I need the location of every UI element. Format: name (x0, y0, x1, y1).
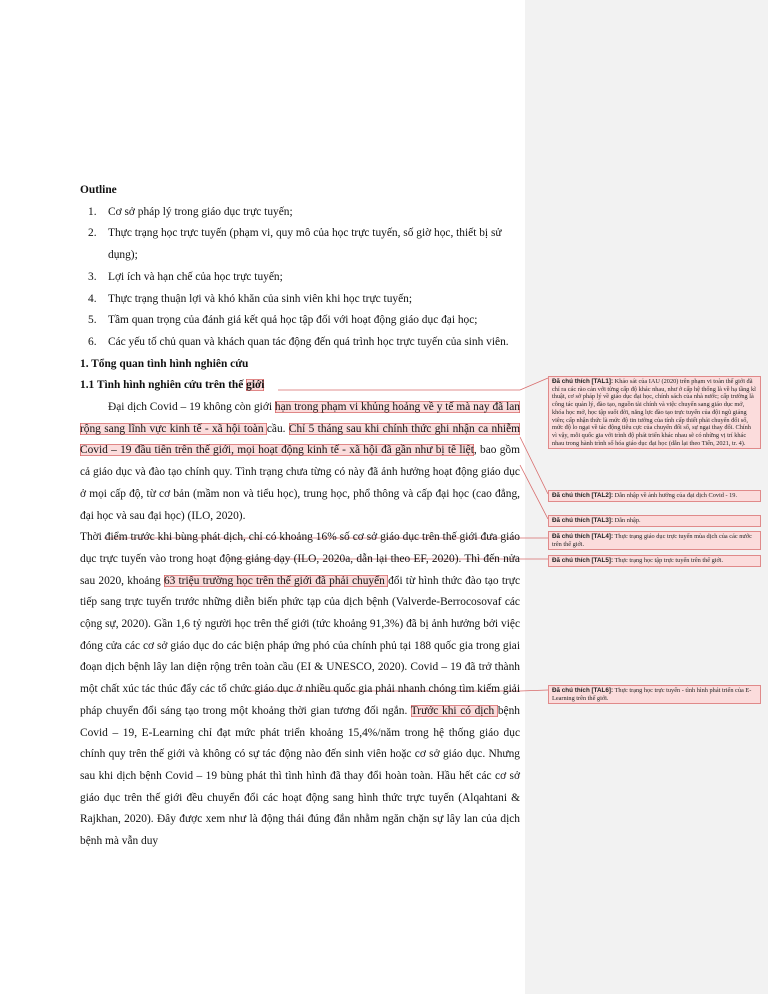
comment-anchor-tal4[interactable]: dục trực tuyến vào trong hoạt động giảng dạy (ILO, 2020a, dẫn lại theo EF, 2020). Thì đến nửa sau 2020, khoảng (80, 552, 520, 587)
comment-anchor-tal5[interactable]: 63 triệu trường học trên thế giới đã phải chuyển (163, 574, 389, 587)
outline-item: 5. Tầm quan trọng của đánh giá kết quả học tập đối với hoạt động giáo dục đại học; (88, 314, 478, 327)
outline-list (80, 202, 520, 354)
document-body (80, 180, 520, 853)
comment-anchor-tal1[interactable]: giới (246, 379, 265, 392)
outline-item: 4. Thực trạng thuận lợi và khó khăn của sinh viên khi học trực tuyến; (88, 292, 413, 305)
section-heading-1: 1. Tổng quan tình hình nghiên cứu (80, 357, 249, 370)
comment-balloon-tal6[interactable]: Đã chú thích [TAL6]: Thực trạng học trực tuyến - tình hình phát triển của E-Learning trên thế giới. (548, 685, 761, 704)
comment-anchor-tal2[interactable]: hạn trong phạm vi khủng hoảng về y tế mà nay đã lan rộng sang lĩnh vực kinh tế - xã hội toàn (80, 401, 520, 435)
comment-balloon-tal5[interactable]: Đã chú thích [TAL5]: Thực trạng học tập trực tuyến trên thế giới. (548, 555, 761, 567)
paragraph-2: Thời điểm trước khi bùng phát dịch, chỉ có khoảng 16% số cơ sở giáo dục trên thế giới đưa giáo dục trực tuyến vào trong hoạt động giảng dạy (ILO, 2020a, dẫn lại theo EF, 2020). Thì đến nửa sau 2020, khoảng 63 triệu trường học trên thế giới đã phải chuyển đổi từ hình thức đào tạo trực tiếp sang trực tuyến trước những diễn biến phức tạp của dịch bệnh (Valverde-Berrocosovaf các cộng sự, 2020). Gần 1,6 tỷ người học trên thế giới (tức khoảng 91,3%) đã bị ảnh hưởng bởi việc đóng cửa các cơ sở giáo dục do các biện pháp ứng phó của chính phủ tại 188 quốc gia trong giai đoạn dịch bệnh lây lan diện rộng trên toàn cầu (EI & UNESCO, 2020). Covid – 19 đã trở thành một chất xúc tác thúc đẩy các tổ chức giáo dục ở nhiều quốc gia phải nhanh chóng tìm kiếm giải pháp chuyển đổi sáng tạo trong một khoảng thời gian tương đối ngắn. Trước khi có dịch bệnh Covid – 19, E-Learning chỉ đạt mức phát triển khoảng 15,4%/năm trong hệ thống giáo dục chính quy trên thế giới và không có sự tác động nào đến sinh viên hoặc cơ sở giáo dục. Nhưng sau khi dịch bệnh Covid – 19 bùng phát thì tình hình đã thay đổi hoàn toàn. Hầu hết các cơ sở giáo dục trên thế giới đều chuyển đổi các hoạt động sang hình thức trực tuyến (Alqahtani & Rajkhan, 2020). Đây được xem như là động thái đúng đắn nhằm ngăn chặn sự lây lan của dịch bệnh mà vẫn duy (80, 531, 521, 848)
comment-balloon-tal4[interactable]: Đã chú thích [TAL4]: Thực trạng giáo dục trực tuyến mùa dịch của các nước trên thế giới. (548, 531, 761, 550)
section-heading-1-1: 1.1 Tình hình nghiên cứu trên thế giới (80, 379, 265, 392)
paragraph-1: Đại dịch Covid – 19 không còn giới hạn trong phạm vi khủng hoảng về y tế mà nay đã lan rộng sang lĩnh vực kinh tế - xã hội toàn cầu. Chỉ 5 tháng sau khi chính thức ghi nhận ca nhiễm Covid – 19 đầu tiên trên thế giới, mọi hoạt động kinh tế - xã hội đã gần như bị tê liệt, bao gồm cả giáo dục và đào tạo chính quy. Tình trạng chưa từng có này đã ảnh hưởng hoạt động giáo dục ở mọi cấp độ, từ cơ bản (mầm non và tiểu học), trung học, phổ thông và cấp đại học (cao đẳng, đại học và sau đại học) (ILO, 2020). (80, 401, 520, 522)
outline-title: Outline (80, 184, 117, 196)
outline-item: 2. Thực trạng học trực tuyến (phạm vi, quy mô của học trực tuyến, số giờ học, thiết bị sử dụng); (88, 227, 502, 262)
comment-anchor-tal3[interactable]: Chỉ 5 tháng sau khi chính thức ghi nhận ca nhiễm Covid – 19 đầu tiên trên thế giới, mọi hoạt động kinh tế - xã hội đã gần như bị tê liệt (80, 422, 520, 457)
comment-anchor-tal6[interactable]: Trước khi có dịch (410, 704, 498, 717)
comment-balloon-tal1[interactable]: Đã chú thích [TAL1]: Khảo sát của IAU (2020) trên phạm vi toàn thế giới đã chỉ ra các rào cản với từng cấp độ khác nhau, như ở cấp hệ thống là về hạ tầng kĩ thuật, cơ sở pháp lý về giáo dục đại học, chính sách của nhà nước; cấp trường là công tác quản lý, đào tạo, nguồn tài chính và việc chuyển sang giáo dục mở, khóa học mở, học tập suốt đời, năng lực đào tạo trực tuyến của đội ngũ giảng viên; cấp nhận thức là mức độ tin tưởng của tính cấp thiết phải chuyển đổi số, mức độ lo ngại về tác động tiêu cực của chuyển đổi số, sự ngại thay đổi. Chính vì vậy, mỗi quốc gia với trình độ phát triển khác nhau sẽ có những vị trí khác nhau trong hành trình số hóa giáo dục đại học (dẫn lại theo Tiến, 2021, tr. 4). (548, 376, 761, 449)
outline-item: 6. Các yếu tố chủ quan và khách quan tác động đến quá trình học trực tuyến của sinh viên. (88, 335, 509, 348)
comment-balloon-tal3[interactable]: Đã chú thích [TAL3]: Dẫn nhập. (548, 515, 761, 527)
outline-item: 1. Cơ sở pháp lý trong giáo dục trực tuyến; (88, 205, 293, 218)
comment-balloon-tal2[interactable]: Đã chú thích [TAL2]: Dẫn nhập về ảnh hưởng của đại dịch Covid - 19. (548, 490, 761, 502)
outline-item: 3. Lợi ích và hạn chế của học trực tuyến; (88, 270, 283, 283)
